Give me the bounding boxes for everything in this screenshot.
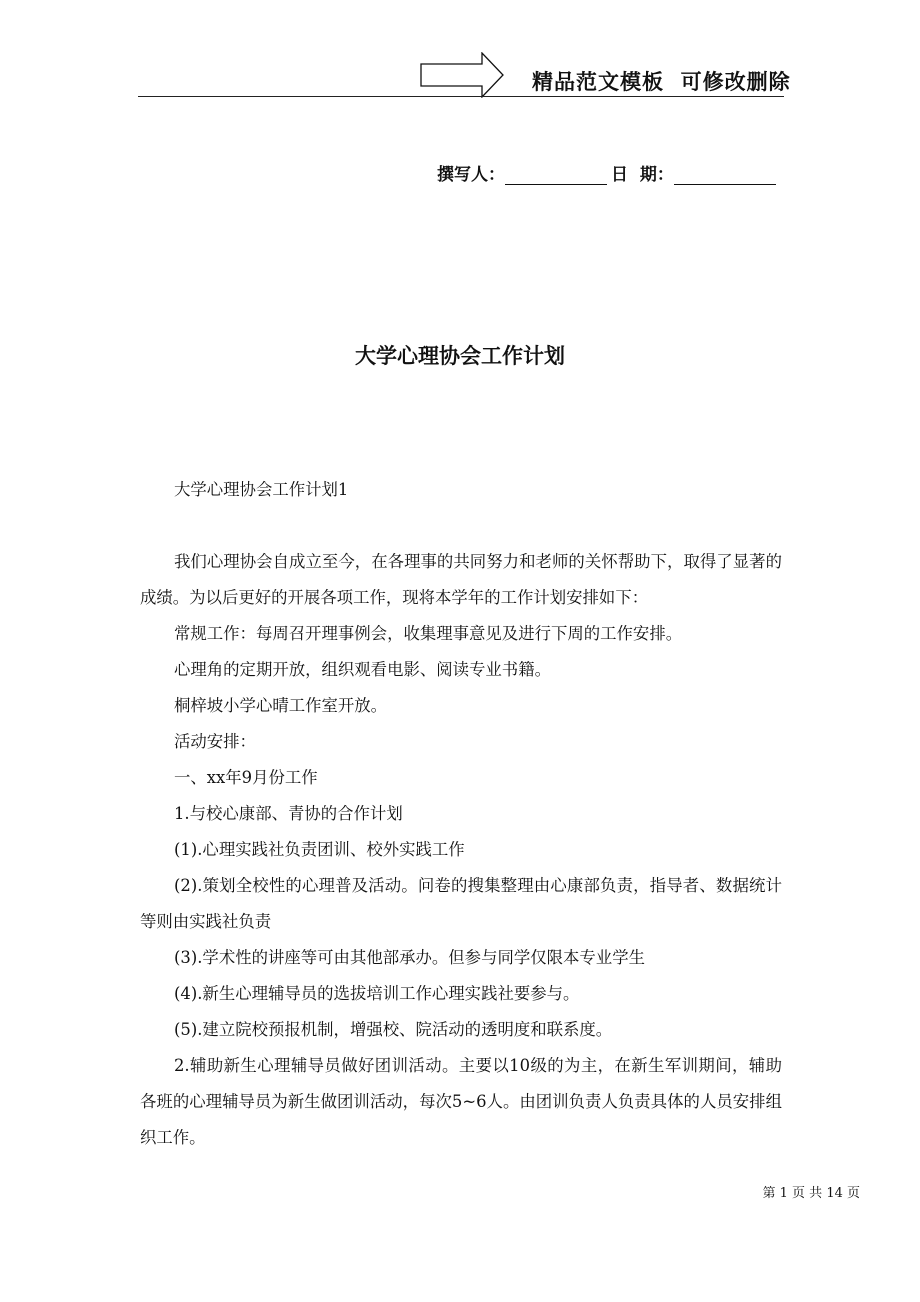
paragraph-item-1-3: (3).学术性的讲座等可由其他部承办。但参与同学仅限本专业学生 [174,948,645,967]
date-blank-field [674,166,776,185]
author-blank-field [505,166,607,185]
date-label: 日 期： [611,165,674,185]
right-arrow-outline-icon [420,52,504,98]
paragraph-studio-open: 桐梓坡小学心晴工作室开放。 [174,696,388,715]
paragraph-routine-work: 常规工作：每周召开理事例会，收集理事意见及进行下周的工作安排。 [174,624,683,643]
paragraph-plan-heading: 大学心理协会工作计划1 [174,480,349,499]
paragraph-item-1-4: (4).新生心理辅导员的选拔培训工作心理实践社要参与。 [174,984,580,1003]
paragraph-psych-corner: 心理角的定期开放，组织观看电影、阅读专业书籍。 [174,660,551,679]
header-divider [138,96,784,97]
paragraph-item-2: 2.辅助新生心理辅导员做好团训活动。主要以10级的为主，在新生军训期间，辅助各班的心理辅导员为新生做团训活动，每次5~6人。由团训负责人负责具体的人员安排组织工作。 [140,1056,782,1147]
paragraph-item-1-5: (5).建立院校预报机制，增强校、院活动的透明度和联系度。 [174,1020,613,1039]
paragraph-september-heading: 一、xx年9月份工作 [174,768,318,787]
paragraph-item-1-1: (1).心理实践社负责团训、校外实践工作 [174,840,465,859]
document-title: 大学心理协会工作计划 [355,344,565,368]
author-date-line [437,160,780,185]
header-tagline: 精品范文模板 可修改删除 [532,70,791,94]
paragraph-intro: 我们心理协会自成立至今，在各理事的共同努力和老师的关怀帮助下，取得了显著的成绩。为以后更好的开展各项工作，现将本学年的工作计划安排如下： [140,552,782,607]
paragraph-activity-heading: 活动安排： [174,732,256,751]
author-label: 撰写人： [437,165,505,185]
paragraph-item-1-2: (2).策划全校性的心理普及活动。问卷的搜集整理由心康部负责，指导者、数据统计等则由实践社负责 [140,876,782,931]
page-number: 第 1 页 共 14 页 [762,1186,860,1201]
paragraph-item-1: 1.与校心康部、青协的合作计划 [174,804,403,823]
